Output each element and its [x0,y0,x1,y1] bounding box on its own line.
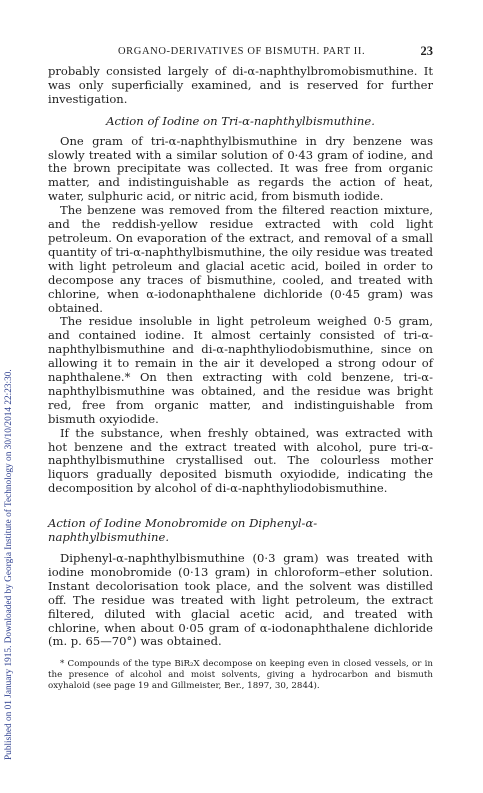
article-body [48,65,433,692]
paragraph: If the substance, when freshly obtained, was extracted with hot benzene and the extract treated with alcohol, pure tri-α-naphthylbismuthine crystallised out. The colourless mother liquors gradually deposited bismuth oxyiodide, indicating the decomposition by alcohol of di-α-naphthyliodobismuthine. [48,425,433,496]
download-watermark: Published on 01 January 1915. Downloaded by Georgia Institute of Technology on 30/10/2014 22:23:30. [4,369,14,760]
footnote-text: * Compounds of the type BiR₂X decompose on keeping even in closed vessels, or in the presence of alcohol and moist solvents, giving a hydrocarbon and bismuth oxyhaloid (see page 19 and Gillmeister, Ber., 1897, 30, 2844). [48,659,433,692]
running-title: ORGANO-DERIVATIVES OF BISMUTH. PART II. [118,46,366,57]
journal-page [48,44,433,692]
paragraph: Diphenyl-α-naphthylbismuthine (0·3 gram) was treated with iodine monobromide (0·13 gram) in chloroform–ether solution. Instant decolorisation took place, and the solvent was distilled off. The residue was treated with light petroleum, the extract filtered, diluted with glacial acetic acid, and treated with chlorine, when about 0·05 gram of α-iodonaphthalene dichloride (m. p. 65—70°) was obtained. [48,551,433,649]
paragraph: The residue insoluble in light petroleum weighed 0·5 gram, and contained iodine. It almost certainly consisted of tri-α-naphthylbismuthine and di-α-naphthyliodobismuthine, since on allowing it to remain in the air it developed a strong odour of naphthalene.* On then extracting with cold benzene, tri-α-naphthylbismuthine was obtained, and the residue was bright red, free from organic matter, and indistinguishable from bismuth oxyiodide. [48,314,433,426]
page-number: 23 [420,44,433,58]
paragraph: One gram of tri-α-naphthylbismuthine in dry benzene was slowly treated with a similar solution of 0·43 gram of iodine, and the brown precipitate was collected. It was free from organic matter, and indistinguishable as regards the action of heat, water, sulphuric acid, or nitric acid, from bismuth iodide. [48,133,433,204]
running-header [48,44,433,60]
paragraph: The benzene was removed from the filtered reaction mixture, and the reddish-yellow residue extracted with cold light petroleum. On evaporation of the extract, and removal of a small quantity of tri-α-naphthylbismuthine, the oily residue was treated with light petroleum and glacial acetic acid, boiled in order to decompose any traces of bismuthine, cooled, and treated with chlorine, when α-iodonaphthalene dichloride (0·45 gram) was obtained. [48,203,433,315]
footnote [48,659,433,692]
section-heading-iodine-monobromide: Action of Iodine Monobromide on Diphenyl-α-naphthylbismuthine. [48,516,318,545]
section-heading-iodine: Action of Iodine on Tri-α-naphthylbismuthine. [106,113,375,128]
paragraph-continuation: probably consisted largely of di-α-naphthylbromobismuthine. It was only superficially examined, and is reserved for further investigation. [48,64,433,106]
